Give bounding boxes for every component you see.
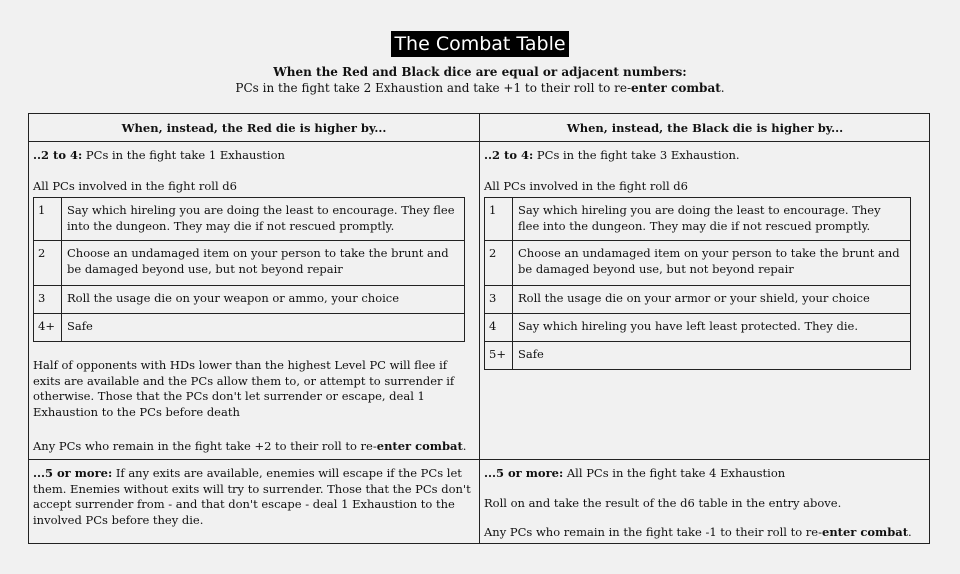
row-number: 4 xyxy=(485,314,513,342)
subtitle-line2 xyxy=(0,80,960,96)
subtitle-line1: When the Red and Black dice are equal or adjacent numbers: xyxy=(273,65,687,79)
row-number: 5+ xyxy=(485,342,513,370)
subtitle-line2-end: . xyxy=(720,81,725,95)
red-large-effect: If any exits are available, enemies will escape if the PCs let them. Enemies without exits will try to surrender. Those that the PCs don't accept surrender from - and that don't escape - deal 1 Exhaustion to the involved PCs before they die. xyxy=(33,466,471,527)
column-divider xyxy=(479,114,480,543)
table-row xyxy=(34,198,465,241)
table-row xyxy=(34,314,465,342)
row-text: Say which hireling you have left least protected. They die. xyxy=(513,314,911,342)
black-large-range-line xyxy=(484,466,785,482)
red-flee-note: Half of opponents with HDs lower than the highest Level PC will flee if exits are available and the PCs allow them to, or attempt to surrender if otherwise. Those that the PCs don't let surrender or escape, deal 1 Exhaustion to the PCs before death xyxy=(33,358,455,419)
red-final-text: Any PCs who remain in the fight take +2 to their roll to re- xyxy=(33,439,377,453)
row-number: 2 xyxy=(34,241,62,286)
table-row xyxy=(34,241,465,286)
black-roll-intro: All PCs involved in the fight roll d6 xyxy=(484,179,688,193)
black-large-effect: All PCs in the fight take 4 Exhaustion xyxy=(563,466,786,480)
red-small-range: ..2 to 4: xyxy=(33,148,83,162)
table-row xyxy=(485,198,911,241)
red-large-text xyxy=(33,466,475,528)
section-divider xyxy=(29,459,929,460)
table-row xyxy=(485,241,911,286)
black-header: When, instead, the Black die is higher by... xyxy=(566,121,844,135)
red-header: When, instead, the Red die is higher by... xyxy=(121,121,387,135)
row-text: Roll the usage die on your weapon or ammo, your choice xyxy=(62,286,465,314)
subtitle-line2-text: PCs in the fight take 2 Exhaustion and take +1 to their roll to re- xyxy=(235,81,632,95)
table-row xyxy=(34,286,465,314)
row-text: Roll the usage die on your armor or your shield, your choice xyxy=(513,286,911,314)
red-final-end: . xyxy=(462,439,467,453)
black-small-range-line xyxy=(484,148,740,164)
red-final-line xyxy=(33,439,466,455)
row-number: 3 xyxy=(34,286,62,314)
black-large-range: ...5 or more: xyxy=(484,466,564,480)
black-final-end: . xyxy=(908,525,912,539)
black-small-effect: PCs in the fight take 3 Exhaustion. xyxy=(533,148,740,162)
row-number: 1 xyxy=(34,198,62,241)
black-final-line xyxy=(484,525,912,541)
row-text: Choose an undamaged item on your person to take the brunt and be damaged beyond use, but not beyond repair xyxy=(513,241,911,286)
red-roll-intro: All PCs involved in the fight roll d6 xyxy=(33,179,237,193)
row-text: Say which hireling you are doing the least to encourage. They flee into the dungeon. They may die if not rescued promptly. xyxy=(513,198,911,241)
table-row xyxy=(485,342,911,370)
row-number: 3 xyxy=(485,286,513,314)
table-row xyxy=(485,314,911,342)
table-row xyxy=(485,286,911,314)
row-number: 4+ xyxy=(34,314,62,342)
row-text: Choose an undamaged item on your person to take the brunt and be damaged beyond use, but not beyond repair xyxy=(62,241,465,286)
row-text: Safe xyxy=(513,342,911,370)
row-text: Say which hireling you are doing the least to encourage. They flee into the dungeon. They may die if not rescued promptly. xyxy=(62,198,465,241)
row-number: 2 xyxy=(485,241,513,286)
red-final-bold: enter combat xyxy=(376,439,463,453)
black-large-roll-on: Roll on and take the result of the d6 table in the entry above. xyxy=(484,496,842,510)
black-final-bold: enter combat xyxy=(822,525,909,539)
row-text: Safe xyxy=(62,314,465,342)
black-final-text: Any PCs who remain in the fight take -1 to their roll to re- xyxy=(484,525,822,539)
black-small-range: ..2 to 4: xyxy=(484,148,534,162)
page-title: The Combat Table xyxy=(391,31,568,57)
subtitle-line2-bold: enter combat xyxy=(631,81,721,95)
red-large-range: ...5 or more: xyxy=(33,466,113,480)
combat-table xyxy=(28,113,930,544)
row-number: 1 xyxy=(485,198,513,241)
red-d6-table xyxy=(33,197,465,342)
red-small-effect: PCs in the fight take 1 Exhaustion xyxy=(82,148,285,162)
black-d6-table xyxy=(484,197,911,370)
red-small-range-line xyxy=(33,148,285,164)
title-wrap xyxy=(0,31,960,57)
